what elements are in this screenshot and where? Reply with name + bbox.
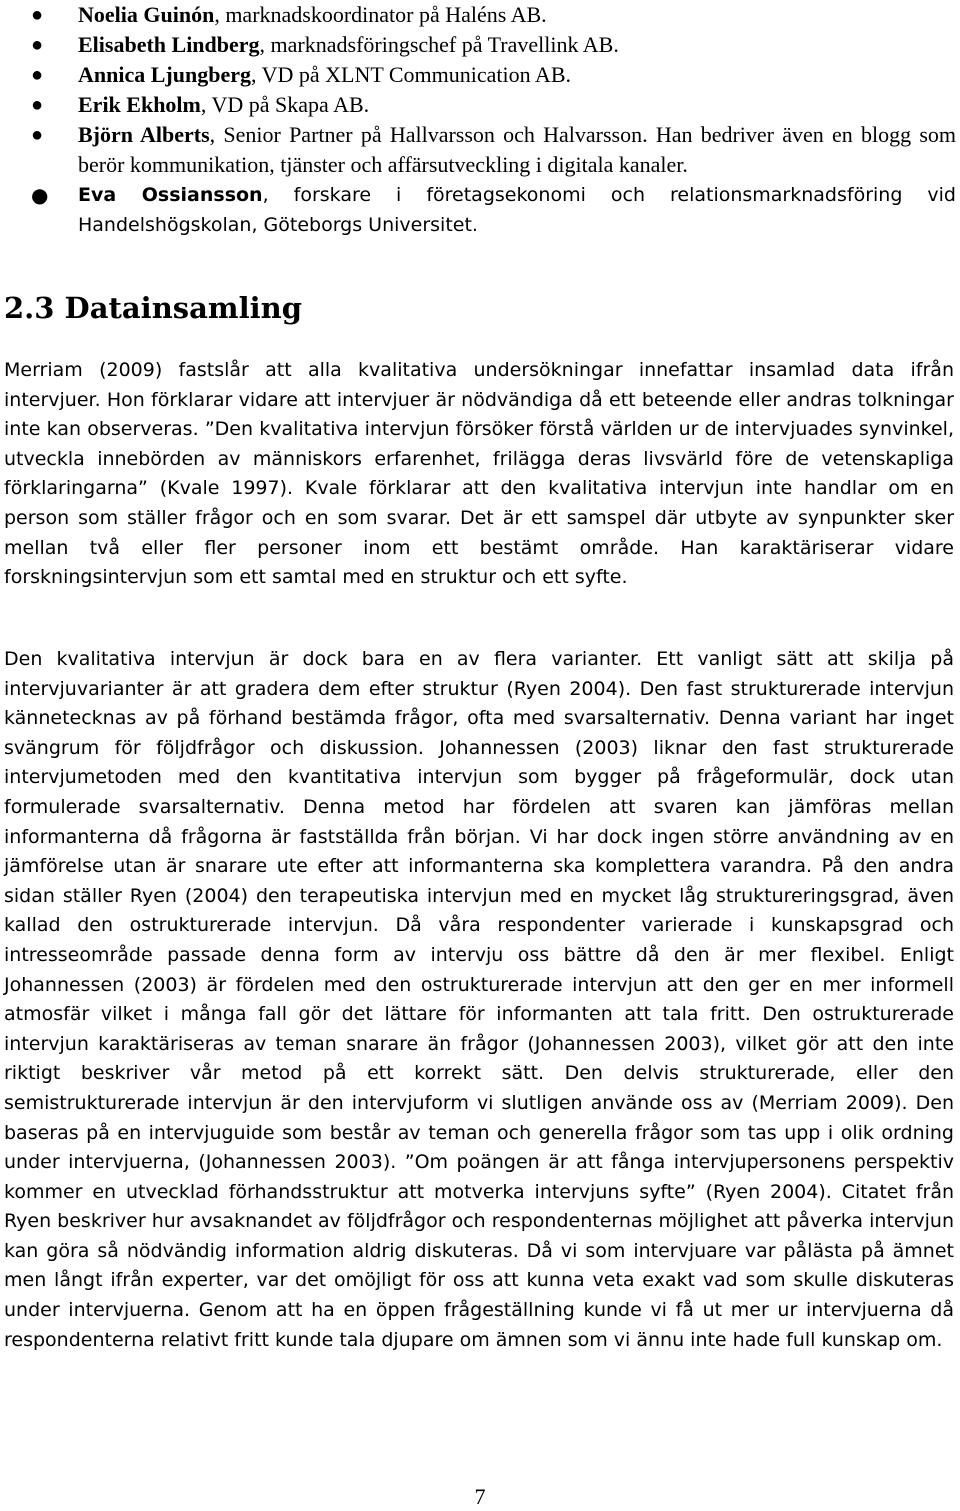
person-description: , Senior Partner på Hallvarsson och Halvarsson. Han bedriver även en blogg som berör kommunikation, tjänster och affärsutveckling i digitala kanaler. [78, 122, 956, 177]
person-name: Eva Ossiansson [78, 184, 263, 206]
list-item [0, 90, 960, 120]
bullet-icon: ● [31, 183, 49, 207]
list-item [0, 60, 960, 90]
list-item [0, 120, 960, 180]
person-name: Annica Ljungberg [78, 62, 251, 87]
person-name: Elisabeth Lindberg [78, 32, 260, 57]
person-description: , VD på XLNT Communication AB. [250, 62, 571, 87]
list-item [0, 0, 960, 30]
person-description: , forskare i företagsekonomi och relationsmarknadsföring vid Handelshögskolan, Göteborgs Universitet. [78, 184, 956, 236]
list-item [0, 30, 960, 60]
bullet-icon: ● [31, 94, 44, 116]
bullet-icon: ● [31, 4, 44, 26]
page-number: 7 [474, 1484, 486, 1509]
interviewee-list [0, 0, 960, 240]
list-item [0, 180, 960, 240]
bullet-icon: ● [31, 34, 44, 56]
bullet-icon: ● [31, 64, 44, 86]
person-description: , marknadsföringschef på Travellink AB. [259, 32, 619, 57]
person-name: Björn Alberts [78, 122, 210, 147]
body-paragraph: Merriam (2009) fastslår att alla kvalitativa undersökningar innefattar insamlad data ifrån intervjuer. Hon förklarar vidare att intervjuer är nödvändiga då ett beteende eller andras tolkningar inte kan observeras. ”Den kvalitativa intervjun försöker förstå världen ur de intervjuades synvinkel, utveckla innebörden av människors erfarenhet, frilägga deras livsvärld före de vetenskapliga förklaringarna” (Kvale 1997). Kvale förklarar att den kvalitativa intervjun inte handlar om en person som ställer frågor och en som svarar. Det är ett samspel där utbyte av synpunkter sker mellan två eller fler personer inom ett bestämt område. Han karaktäriserar vidare forskningsintervjun som ett samtal med en struktur och ett syfte. [4, 359, 954, 589]
person-description: , marknadskoordinator på Haléns AB. [214, 2, 547, 27]
bullet-icon: ● [31, 124, 44, 146]
person-description: , VD på Skapa AB. [200, 92, 370, 117]
person-name: Noelia Guinón [78, 2, 215, 27]
body-paragraph: Den kvalitativa intervjun är dock bara en av flera varianter. Ett vanligt sätt att skilja på intervjuvarianter är att gradera dem efter struktur (Ryen 2004). Den fast strukturerade intervjun kännetecknas av på förhand bestämda frågor, ofta med svarsalternativ. Denna variant har inget svängrum för följdfrågor och diskussion. Johannessen (2003) liknar den fast strukturerade intervjumetoden med den kvantitativa intervjun som bygger på frågeformulär, dock utan formulerade svarsalternativ. Denna metod har fördelen att svaren kan jämföras mellan informanterna då frågorna är fastställda från början. Vi har dock ingen större användning av en jämförelse utan är snarare ute efter att informanterna ska komplettera varandra. På den andra sidan ställer Ryen (2004) den terapeutiska intervjun med en mycket låg struktureringsgrad, även kallad den ostrukturerade intervjun. Då våra respondenter varierade i kunskapsgrad och intresseområde passade denna form av intervju oss bättre då den är mer flexibel. Enligt Johannessen (2003) är fördelen med den ostrukturerade intervjun att den ger en mer informell atmosfär vilket i många fall gör det lättare för informanten att tala fritt. Den ostrukturerade intervjun karaktäriseras av teman snarare än frågor (Johannessen 2003), vilket gör att den inte riktigt beskriver vår metod på ett korrekt sätt. Den delvis strukturerade, eller den semistrukturerade intervjun är den intervjuform vi slutligen använde oss av (Merriam 2009). Den baseras på en intervjuguide som består av teman och generella frågor som tas upp i olik ordning under intervjuerna, (Johannessen 2003). ”Om poängen är att fånga intervjupersonens perspektiv kommer en utvecklad förhandsstruktur att motverka intervjuns syfte” (Ryen 2004). Citatet från Ryen beskriver hur avsaknandet av följdfrågor och respondenternas möjlighet att påverka intervjun kan göra så nödvändig information aldrig diskuteras. Då vi som intervjuare var pålästa på ämnet men långt ifrån experter, var det omöjligt för oss att kunna veta exakt vad som skulle diskuteras under intervjuerna. Genom att ha en öppen frågeställning kunde vi få ut mer ur intervjuerna då respondenterna relativt fritt kunde tala djupare om ämnen som vi ännu inte hade full kunskap om. [4, 648, 954, 1351]
section-heading: 2.3 Datainsamling [4, 291, 302, 325]
person-name: Erik Ekholm [78, 92, 201, 117]
